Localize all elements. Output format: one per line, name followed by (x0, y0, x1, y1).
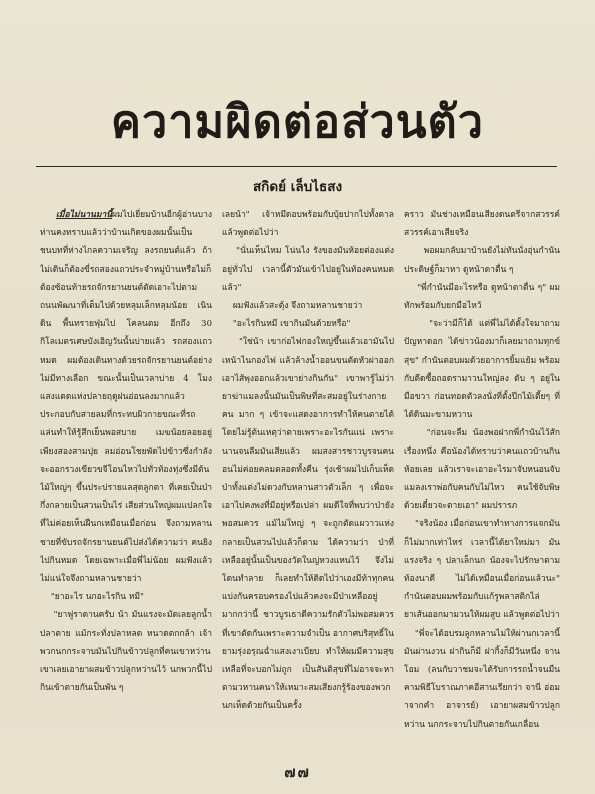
dialogue-text: "พี่จะได้อบรมลูกหลานไม่ให้ผ่านกเวลานี้มันผ่านงวน ฝากินก็มี ฝากิ้งก็มีวันหนึ่ง จานโอม (ลนกับวาชมจะได้รับการรถน้ำจนมืนคามพิธีโบราณภาคอีสานเรียกว่า จานี อ่อมาจากคำ อาจารย์) เอายาผสมข้าวปลูกหว่าน นกกระจาบไปกินตายกันเกลื่อน (404, 628, 560, 730)
dialogue-line (222, 315, 394, 333)
text-column-2 (222, 206, 394, 754)
dialogue-line (404, 424, 560, 515)
page-number: ๗๗ (284, 763, 311, 781)
article-title: ความผิดต่อส่วนตัว (110, 95, 485, 148)
paragraph-text: ผมไปเยี่ยมบ้านอีกผู้อ่านบางท่านคงทราบแล้วว่าบ้านเกิดของผมนั้นเป็นชนบทที่ห่างไกลความเจริญ ลงรถยนต์แล้ว ถ้าไม่เดินก็ต้องขี่รถสองแถวประจำหมู่บ้านหรือไม่ก็ต้องซ้อนท้ายรถจักรยานยนต์ตัดเอาะไปตามถนนพัฒนาที่เต็มไปด้วยหลุมเล็กหลุมน้อย เนินดิน พื้นทรายฟุ่มไป โคลนตม อีกถึง 30 กิโลเมตรเศษบังเอิญวันนั้นบ่ายแล้ว รถสองแถวหมด ผมต้องเดินทางด้วยรถจักรยานยนต์อย่างไม่มีทางเลือก ขณะนั้นเป็นเวลาบ่าย 4 โมงแสงแดดแห่งปลายฤดูฝนอ่อนลงมากแล้วประกอบกับสายลมที่กระทบผิวกายขณะที่รถแล่นทำให้รู้สึกเย็นพอสบาย เมฆน้อยลอยอยู่เพียงสองสามปุย ลมอ่อนโชยพัดไปข้าวซึ่งกำลังจะออกรวงเขียวขจีโอนไหวไปทั่วท้องทุ่งซึ่งมีต้นไม้ใหญ่ๆ ขึ้นประปรายแลสุดลูกตา ที่เคยเป็นป่ากึ่งกลายเป็นสวนเป็นไร่ เสียส่วนใหญ่ผมแปลกใจที่ไม่ค่อยเห็นฝืนกเหมือนเมื่อก่อน จึงถามหลานชายที่ขับรถจักรยานยนต์ไปส่งได้ความว่า คนยิงไปกินหมด โดยเฉพาะเมื่อพี่ไม่น้อย ผมฟังแล้วไม่แน่ใจจึงถามหลานชายว่า (40, 210, 212, 585)
dialogue-line (404, 515, 560, 624)
dialogue-text: "จะว่ามีก็ได้ แต่พี่ไม่ได้ตั้งใจมาถามปัญหาดอก ได้ข่าวน้องมาก็เลยมาถามทุกข์สุข" กำนันตอบผมด้วยอาการยิ้มแย้ม พร้อมกับดีดซื้อถอดรามาวนใหญ่ลง ดับ ๆ อยู่ในมือขวา ก่อนทอดตัวลงนั่งที่ตั้งปีกไม้เตี้ยๆ ที่ได้ดินมะขามหวาน (404, 319, 560, 421)
paragraph-text: ผมฟังแล้วสะดุ้ง จึงถามหลานชายว่า (232, 301, 363, 312)
article-author: สกิดย์ เล็บไธสง (252, 179, 343, 195)
dialogue-text: "ยาอะไร นกอะไรกิน หมี" (50, 592, 144, 603)
body-paragraph (222, 206, 394, 242)
title-divider (36, 166, 557, 167)
dialogue-line (404, 315, 560, 424)
dialogue-text: "ก่อนจะลืม น้องพอฝากพี่กำนันไว้สักเรื่องหนึ่ง คือน้องได้ทราบว่าคนแถวบ้านกินห้อยเลย แล้วเราจะเอาอะไรมาจับหนอนจับแมลงเราพ่อกับคนกับไม่ไหว คนใช้จับพิษด้วยเดี๋ยวจะตายเอา" ผมปรารภ (404, 428, 560, 512)
dialogue-line (40, 588, 212, 606)
dialogue-text: "พี่กำนันมีอะไรหรือ ดูหน้าตาตื่น ๆ" ผมทักพร้อมกับยกมือไหว้ (404, 282, 560, 312)
body-paragraph (40, 206, 212, 588)
text-column-1 (40, 206, 212, 754)
text-column-3 (404, 206, 560, 754)
dialogue-line (222, 242, 394, 297)
body-paragraph (404, 206, 560, 242)
lead-phrase: เมื่อไม่นานมานี้ (55, 210, 113, 220)
paragraph-text: พอผมกลับมาบ้านยังไม่ทันนั่งอุ่นกำนันประดิษฐ์ก็มาหา ดูหน้าดาตื่น ๆ (404, 246, 560, 275)
dialogue-text: "ใช่น้า เขาก่อไฟกองใหญ่ขึ้นแล้วเอามันไปเหน้าไนกองไฟ แล้วล้างน้ำออนขนตัดหัวผ่าออกเอาไส้พุงออกแล้วเขาย่างกินกัน" เขาพารู้ไม่ว่า ยาฆ่าแมลงนั้นมันเป็นพิษที่สะสมอยู่ในร่างกายคน มาก ๆ เข้าจะแสดงอาการทำให้คนตายได้ โดยไม่รู้ต้นเหตุว่าตายเพราะอะไรกันแน่ เพราะนานจนลืมมันเสียแล้ว ผมสงสารชาวบูรจนคนอนไม่ค่อยคลมตลอดทั้งคืน รุ่งเช้าผมไปเก็บเห็ดป่าทั้งแต่งไม่ดวงกับหลานสาวตัวเล็ก ๆ เพื่อจะเอาไปคงพงที่มีอยู่หรือเปล่า ผมดีใจที่พบว่าป่ายังพอสมควร แม้ไม่ใหญ่ ๆ จะถูกตัดแผวาวแห่งกลายเป็นสวนไปแล้วก็ตาม ได้ความว่า ป่าที่เหลืออยู่นั้นเป็นของวัดในญ่หวงแหนไว้ จึงไม่โดนทำลาย ก็เลยทำให้ติดไป่ว่าเองมีท้าทุกคนแบ่งกันครอบครองไปแล้วคงจะมีป่าเหลืออยู่มากกว่านี้ ชาวบูรเธาดีความรักตัวไม่พอสมควรที่เขาตัดกันเพราะความจำเป็น อากาศบริสุทธิ์ในยามรุ่งอรุณฉ่ำแสงเงาเบียบ ทำให้ผมมีความสุขเหลือที่จะบอกไม่ถูก เป็นสันติสุขที่ไม่อาจจะหาตามวหานคนาให้เหมาะสมเสียงกรู้ร้องของพวกนกเห็ดด้วยกันเป็นครั้ง (222, 337, 394, 712)
body-paragraph (404, 242, 560, 278)
dialogue-line (40, 606, 212, 697)
dialogue-line (404, 625, 560, 734)
dialogue-line (404, 279, 560, 315)
paragraph-text: คราว มันช่างเหมือนเสียงดนตรีจากสวรรค์สวรรค์เอาเสียจริง (404, 210, 560, 239)
paragraph-text: เลยน้า" เจ้าหมึดอบพร้อมกับบุ้ยปากไปทั้งตาลแล้วพูดต่อไปว่า (222, 210, 394, 239)
dialogue-text: "นั่นเห็นไหม โน่นไง รังของมันห้อยต่องแต่งอยู่ทั่วไป เวลานี้ตัวมันเข้าไปอยู่ในท้องคนหมดแล้ว" (222, 246, 394, 293)
body-paragraph (222, 297, 394, 315)
dialogue-text: "อะไรกินหมี เขากินมันด้วยหรือ" (232, 319, 351, 330)
dialogue-line (222, 333, 394, 715)
dialogue-text: "จริงน้อง เมื่อก่อนเขาทำทางการแจกมันก็ไม่มากเท่าไหร่ เวลานี้ได้ยาใหม่มา มันแรงจริง ๆ ปลาเล็กนก น้องจะไปรักษาตามท้องนาดี ไม่ได้เหมือนเมื่อก่อนแล้วนะ" กำนันตอบผมพร้อมกับแก้รูพลาสติกไล่ยาเส้นออกมามวนให้ผมสูบ แล้วพูดต่อไปว่า (404, 519, 560, 621)
dialogue-text: "ยาฟูราดานครับ น้า มันแรงจะมัดเลยลูกน้ำปลาตาย แม้กระทั่งปลาหลด หนาดตกกล้า เจ้าพวกนกกระจาบมันไปกินข้าวปลูกที่คนเขาหว่าน เขาเลยเอายาผสมข้าวปลูกหว่านไว้ นกพวกนี้ไปกินเข้าตายกันเป็นพัน ๆ (40, 610, 212, 694)
